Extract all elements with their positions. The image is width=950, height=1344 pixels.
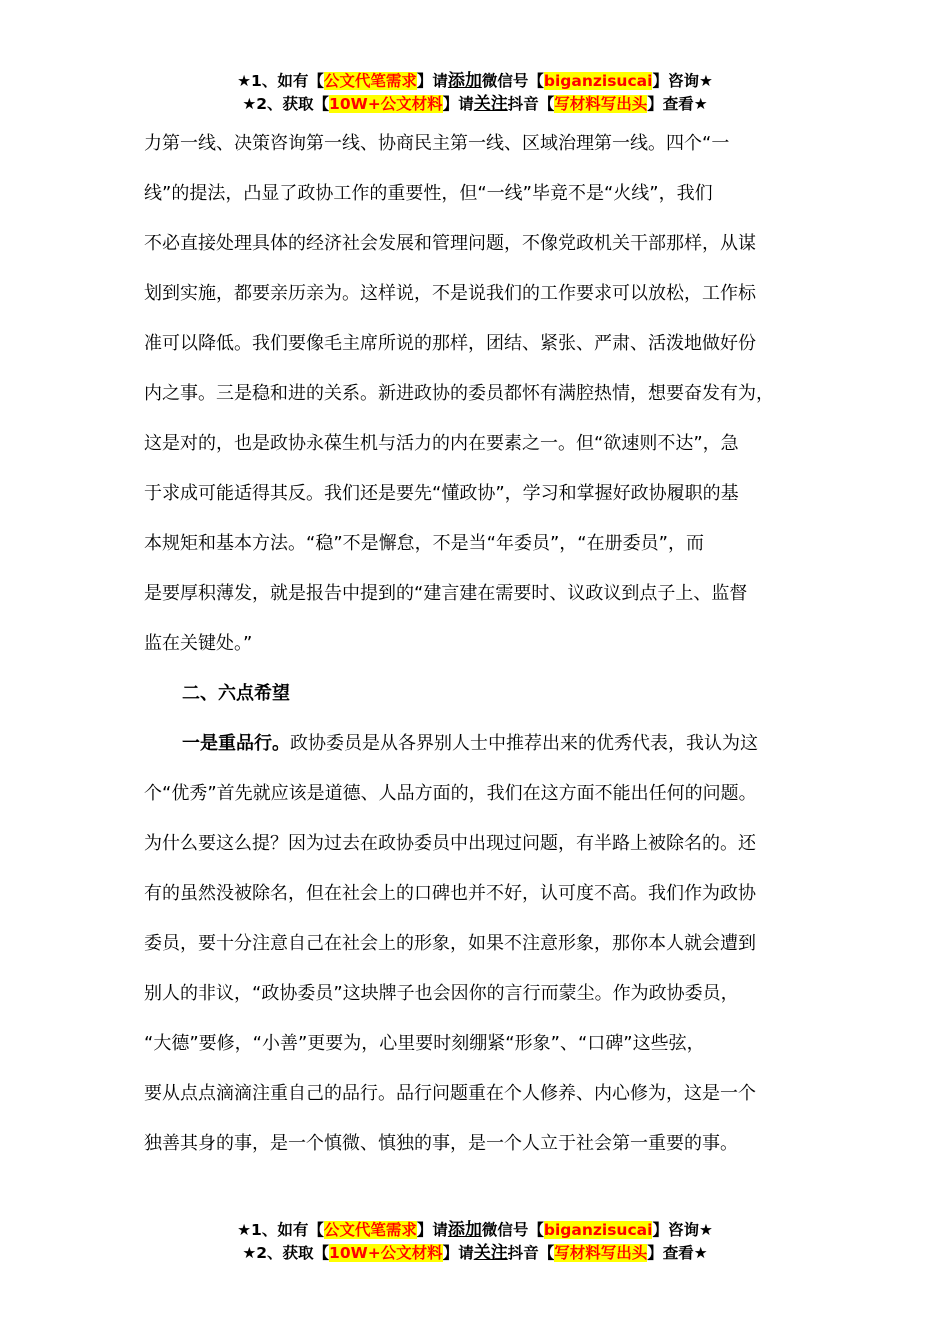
banner-emphasis: 关注 <box>473 94 508 114</box>
banner-text: 微信号【 <box>481 1221 544 1239</box>
banner-text: ★2、获取【 <box>242 1244 330 1262</box>
text-line: 独善其身的事，是一个慎微、慎独的事，是一个人立于社会第一重要的事。 <box>144 1133 738 1154</box>
paragraph-lead-text: 政协委员是从各界别人士中推荐出来的优秀代表，我认为这 <box>290 733 758 754</box>
banner-text: 微信号【 <box>481 72 544 90</box>
text-line: 于求成可能适得其反。我们还是要先“懂政协”，学习和掌握好政协履职的基 <box>144 483 739 504</box>
text-line: 别人的非议，“政协委员”这块牌子也会因你的言行而蒙尘。作为政协委员， <box>144 983 739 1004</box>
banner-douyin-id: 写材料写出头 <box>554 95 648 113</box>
banner-line-1 <box>0 1219 950 1242</box>
text-line <box>144 732 808 782</box>
text-line: 有的虽然没被除名，但在社会上的口碑也并不好，认可度不高。我们作为政协 <box>144 883 756 904</box>
banner-text: 】请 <box>442 95 474 113</box>
banner-text: 】咨询★ <box>652 1221 713 1239</box>
banner-emphasis: 添加 <box>447 1220 482 1240</box>
section-heading: 二、六点希望 <box>182 683 290 704</box>
text-line: 监在关键处。” <box>144 633 253 654</box>
text-line: 准可以降低。我们要像毛主席所说的那样，团结、紧张、严肃、活泼地做好份 <box>144 333 756 354</box>
paragraph-conduct <box>144 732 808 1182</box>
banner-text: 】请 <box>416 1221 448 1239</box>
banner-text: ★1、如有【 <box>237 1221 324 1239</box>
banner-wechat-id: biganzisucai <box>543 1221 653 1239</box>
banner-text: 抖音【 <box>507 1244 555 1262</box>
text-line: 线”的提法，凸显了政协工作的重要性，但“一线”毕竟不是“火线”，我们 <box>144 183 713 204</box>
banner-highlight: 10W+公文材料 <box>329 1244 443 1262</box>
text-line: 要从点点滴滴注重自己的品行。品行问题重在个人修养、内心修为，这是一个 <box>144 1083 756 1104</box>
text-line: 内之事。三是稳和进的关系。新进政协的委员都怀有满腔热情，想要奋发有为， <box>144 383 774 404</box>
banner-text: 】查看★ <box>647 95 708 113</box>
banner-text: ★1、如有【 <box>237 72 324 90</box>
text-line: 是要厚积薄发，就是报告中提到的“建言建在需要时、议政议到点子上、监督 <box>144 583 748 604</box>
banner-highlight: 公文代笔需求 <box>323 1221 417 1239</box>
text-line: 委员，要十分注意自己在社会上的形象，如果不注意形象，那你本人就会遭到 <box>144 933 756 954</box>
paragraph-relations <box>144 132 808 682</box>
banner-line-1 <box>0 70 950 93</box>
document-body <box>144 132 808 1182</box>
text-line: 为什么要这么提？因为过去在政协委员中出现过问题，有半路上被除名的。还 <box>144 833 756 854</box>
paragraph-lead: 一是重品行。 <box>182 733 290 754</box>
banner-emphasis: 添加 <box>447 71 482 91</box>
banner-highlight: 10W+公文材料 <box>329 95 443 113</box>
text-line: 本规矩和基本方法。“稳”不是懈怠，不是当“年委员”，“在册委员”，而 <box>144 533 704 554</box>
banner-line-2 <box>0 93 950 116</box>
banner-text: ★2、获取【 <box>242 95 330 113</box>
text-line: “大德”要修，“小善”更要为，心里要时刻绷紧“形象”、“口碑”这些弦， <box>144 1033 705 1054</box>
header-banner <box>0 70 950 116</box>
banner-text: 】查看★ <box>647 1244 708 1262</box>
banner-highlight: 公文代笔需求 <box>323 72 417 90</box>
banner-douyin-id: 写材料写出头 <box>554 1244 648 1262</box>
banner-text: 】咨询★ <box>652 72 713 90</box>
text-line: 这是对的，也是政协永葆生机与活力的内在要素之一。但“欲速则不达”，急 <box>144 433 739 454</box>
text-line: 力第一线、决策咨询第一线、协商民主第一线、区域治理第一线。四个“一 <box>144 133 730 154</box>
text-line: 不必直接处理具体的经济社会发展和管理问题，不像党政机关干部那样，从谋 <box>144 233 756 254</box>
banner-text: 抖音【 <box>507 95 555 113</box>
banner-line-2 <box>0 1242 950 1265</box>
banner-emphasis: 关注 <box>473 1243 508 1263</box>
banner-text: 】请 <box>442 1244 474 1262</box>
text-line: 个“优秀”首先就应该是道德、人品方面的，我们在这方面不能出任何的问题。 <box>144 783 757 804</box>
banner-text: 】请 <box>416 72 448 90</box>
text-line: 划到实施，都要亲历亲为。这样说，不是说我们的工作要求可以放松，工作标 <box>144 283 756 304</box>
banner-wechat-id: biganzisucai <box>543 72 653 90</box>
footer-banner <box>0 1219 950 1265</box>
